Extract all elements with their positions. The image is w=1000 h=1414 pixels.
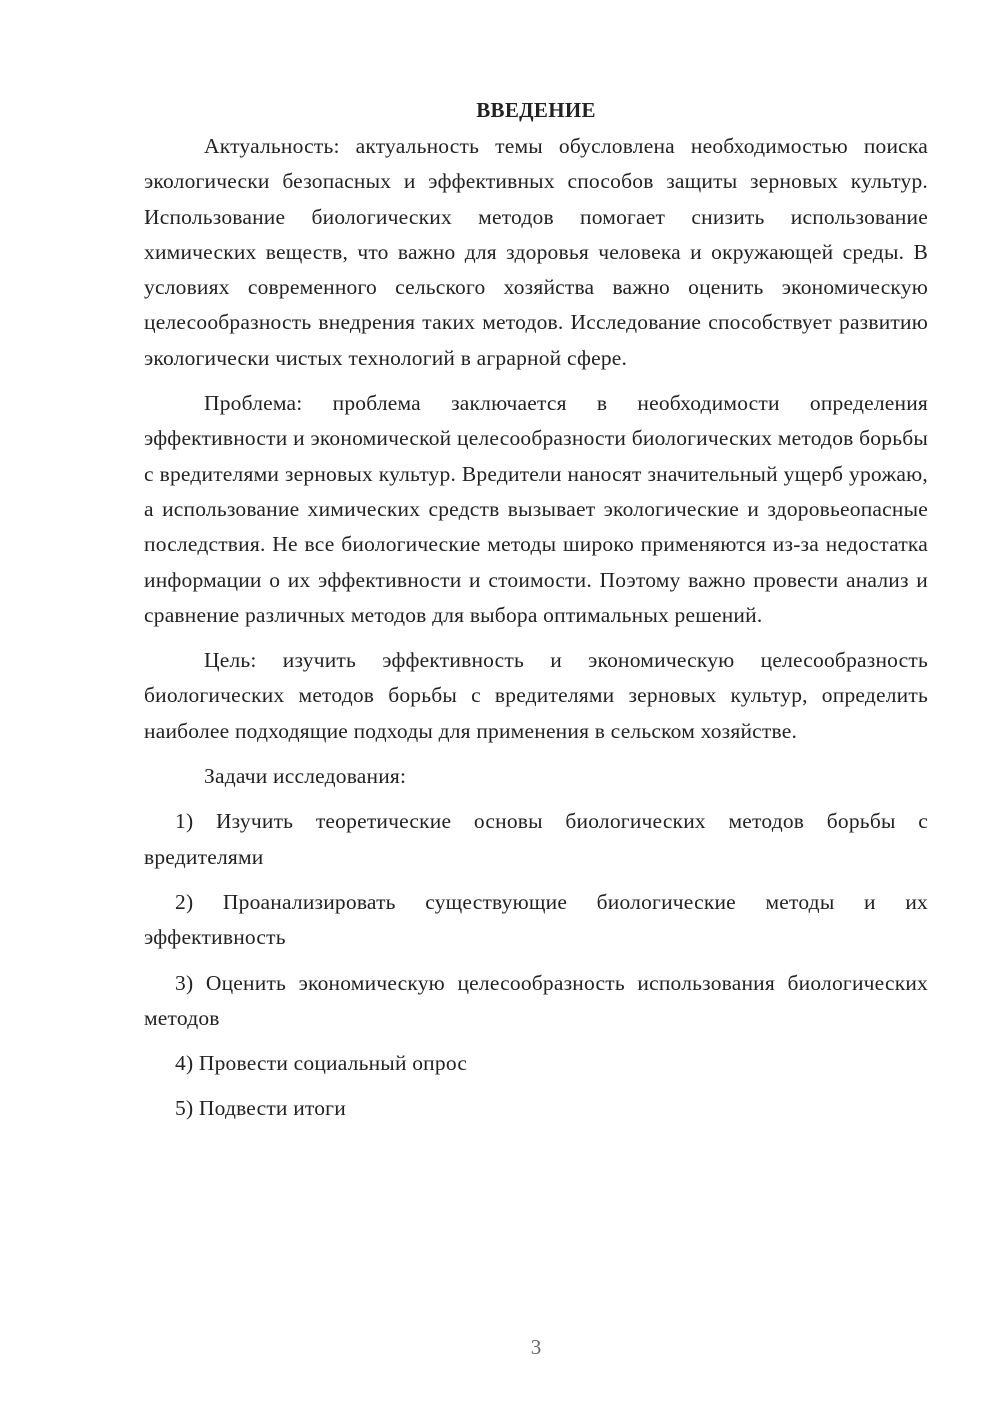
task-item: 2) Проанализировать существующие биологические методы и их эффективность — [144, 889, 928, 950]
task-item: 1) Изучить теоретические основы биологических методов борьбы с вредителями — [144, 809, 928, 869]
paragraph-relevance: Актуальность: актуальность темы обусловлена необходимостью поиска экологически безопасных и эффективных способов защиты зерновых культур. Использование биологических методов помогает снизить использование химических веществ, что важно для здоровья человека и окружающей среды. В условиях современного сельского хозяйства важно оценить экономическую целесообразность внедрения таких методов. Исследование способствует развитию экологически чистых технологий в аграрной сфере. — [144, 134, 928, 370]
section-heading: ВВЕДЕНИЕ — [476, 98, 596, 122]
task-item: 3) Оценить экономическую целесообразность использования биологических методов — [144, 970, 928, 1030]
document-page — [144, 93, 928, 1137]
paragraph-problem: Проблема: проблема заключается в необходимости определения эффективности и экономической целесообразности биологических методов борьбы с вредителями зерновых культур. Вредители наносят значительный ущерб урожаю, а использование химических средств вызывает экологические и здоровьеопасные последствия. Не все биологические методы широко применяются из-за недостатка информации о их эффективности и стоимости. Поэтому важно провести анализ и сравнение различных методов для выбора оптимальных решений. — [144, 391, 928, 627]
page-number: 3 — [530, 1335, 542, 1359]
tasks-list — [144, 804, 928, 1126]
tasks-title: Задачи исследования: — [204, 764, 407, 789]
paragraph-goal: Цель: изучить эффективность и экономическую целесообразность биологических методов борьбы с вредителями зерновых культур, определить наиболее подходящие подходы для применения в сельском хозяйстве. — [144, 648, 928, 743]
task-item: 5) Подвести итоги — [175, 1096, 346, 1121]
task-item: 4) Провести социальный опрос — [175, 1051, 468, 1076]
